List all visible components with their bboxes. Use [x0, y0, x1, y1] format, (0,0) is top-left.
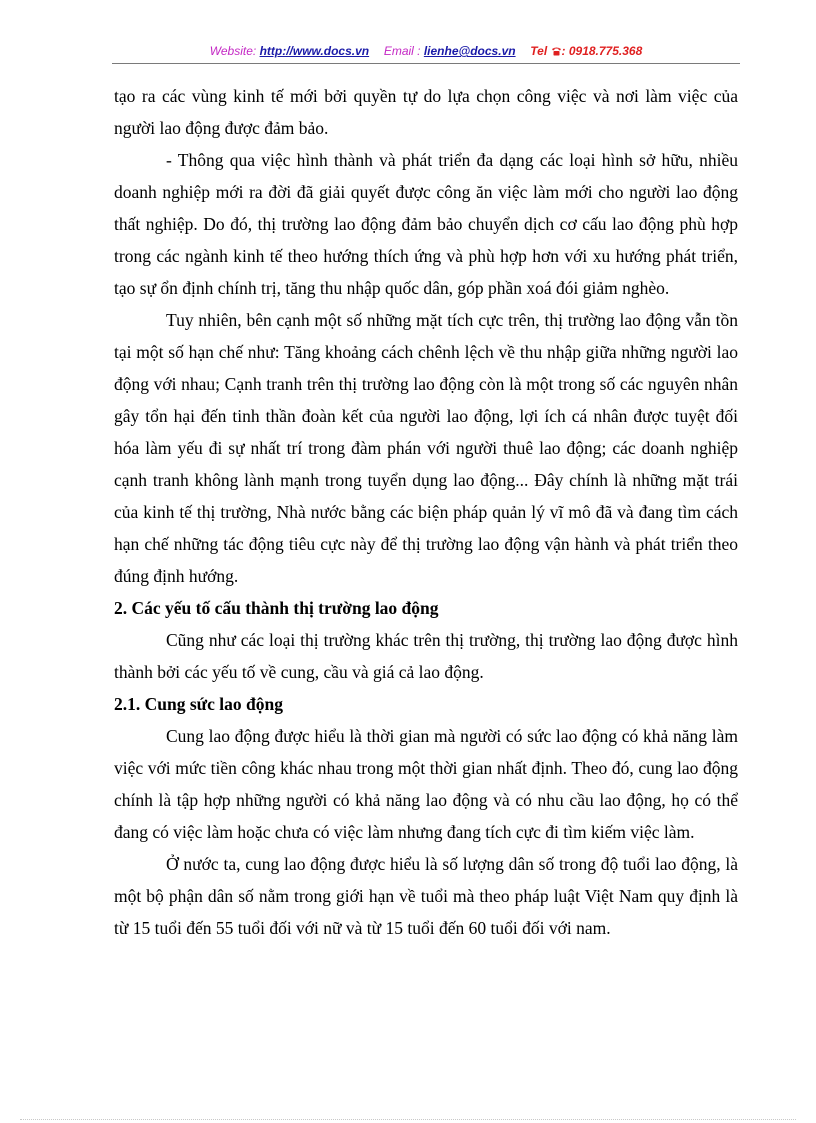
email-link[interactable]: lienhe@docs.vn: [423, 44, 516, 58]
tel-label: Tel: [530, 44, 548, 58]
document-body: [114, 80, 738, 944]
section-heading: 2.1. Cung sức lao động: [114, 694, 284, 714]
paragraph: tạo ra các vùng kinh tế mới bởi quyền tự do lựa chọn công việc và nơi làm việc của người lao động được đảm bảo.: [114, 86, 738, 138]
paragraph: Cung lao động được hiểu là thời gian mà người có sức lao động có khả năng làm việc với mức tiền công khác nhau trong một thời gian nhất định. Theo đó, cung lao động chính là tập hợp những người có khả năng lao động và có nhu cầu lao động, họ có thể đang có việc làm hoặc chưa có việc làm nhưng đang tích cực đi tìm kiếm việc làm.: [114, 726, 738, 842]
page-bottom-border: [20, 1119, 796, 1120]
header-divider: [112, 63, 740, 64]
page-header: Website: http://www.docs.vn Email : lienhe@docs.vn Tel : 0918.775.368: [209, 44, 643, 58]
paragraph: - Thông qua việc hình thành và phát triển đa dạng các loại hình sở hữu, nhiều doanh nghiệp mới ra đời đã giải quyết được công ăn việc làm mới cho người lao động thất nghiệp. Do đó, thị trường lao động đảm bảo chuyển dịch cơ cấu lao động phù hợp trong các ngành kinh tế theo hướng thích ứng và phù hợp hơn với xu hướng phát triển, tạo sự ổn định chính trị, tăng thu nhập quốc dân, góp phần xoá đói giảm nghèo.: [114, 150, 738, 298]
paragraph: Cũng như các loại thị trường khác trên thị trường, thị trường lao động được hình thành bởi các yếu tố về cung, cầu và giá cả lao động.: [114, 630, 738, 682]
paragraph: Tuy nhiên, bên cạnh một số những mặt tích cực trên, thị trường lao động vẫn tồn tại một số hạn chế như: Tăng khoảng cách chênh lệch về thu nhập giữa những người lao động với nhau; Cạnh tranh trên thị trường lao động còn là một trong số các nguyên nhân gây tổn hại đến tinh thần đoàn kết của người lao động, lợi ích cá nhân được tuyệt đối hóa làm yếu đi sự nhất trí trong đàm phán với người thuê lao động; các doanh nghiệp cạnh tranh không lành mạnh trong tuyển dụng lao động... Đây chính là những mặt trái của kinh tế thị trường, Nhà nước bằng các biện pháp quản lý vĩ mô đã và đang tìm cách hạn chế những tác động tiêu cực này để thị trường lao động vận hành và phát triển theo đúng định hướng.: [114, 310, 738, 586]
website-label: Website: [209, 44, 253, 58]
section-heading: 2. Các yếu tố cấu thành thị trường lao động: [114, 598, 439, 618]
email-label: Email :: [383, 44, 421, 58]
tel-number: : 0918.775.368: [561, 44, 643, 58]
paragraph: Ở nước ta, cung lao động được hiểu là số lượng dân số trong độ tuổi lao động, là một bộ phận dân số nằm trong giới hạn về tuổi mà theo pháp luật Việt Nam quy định là từ 15 tuổi đến 55 tuổi đối với nữ và từ 15 tuổi đến 60 tuổi đối với nam.: [114, 854, 738, 938]
website-link[interactable]: http://www.docs.vn: [259, 44, 370, 58]
phone-icon: [551, 44, 562, 58]
